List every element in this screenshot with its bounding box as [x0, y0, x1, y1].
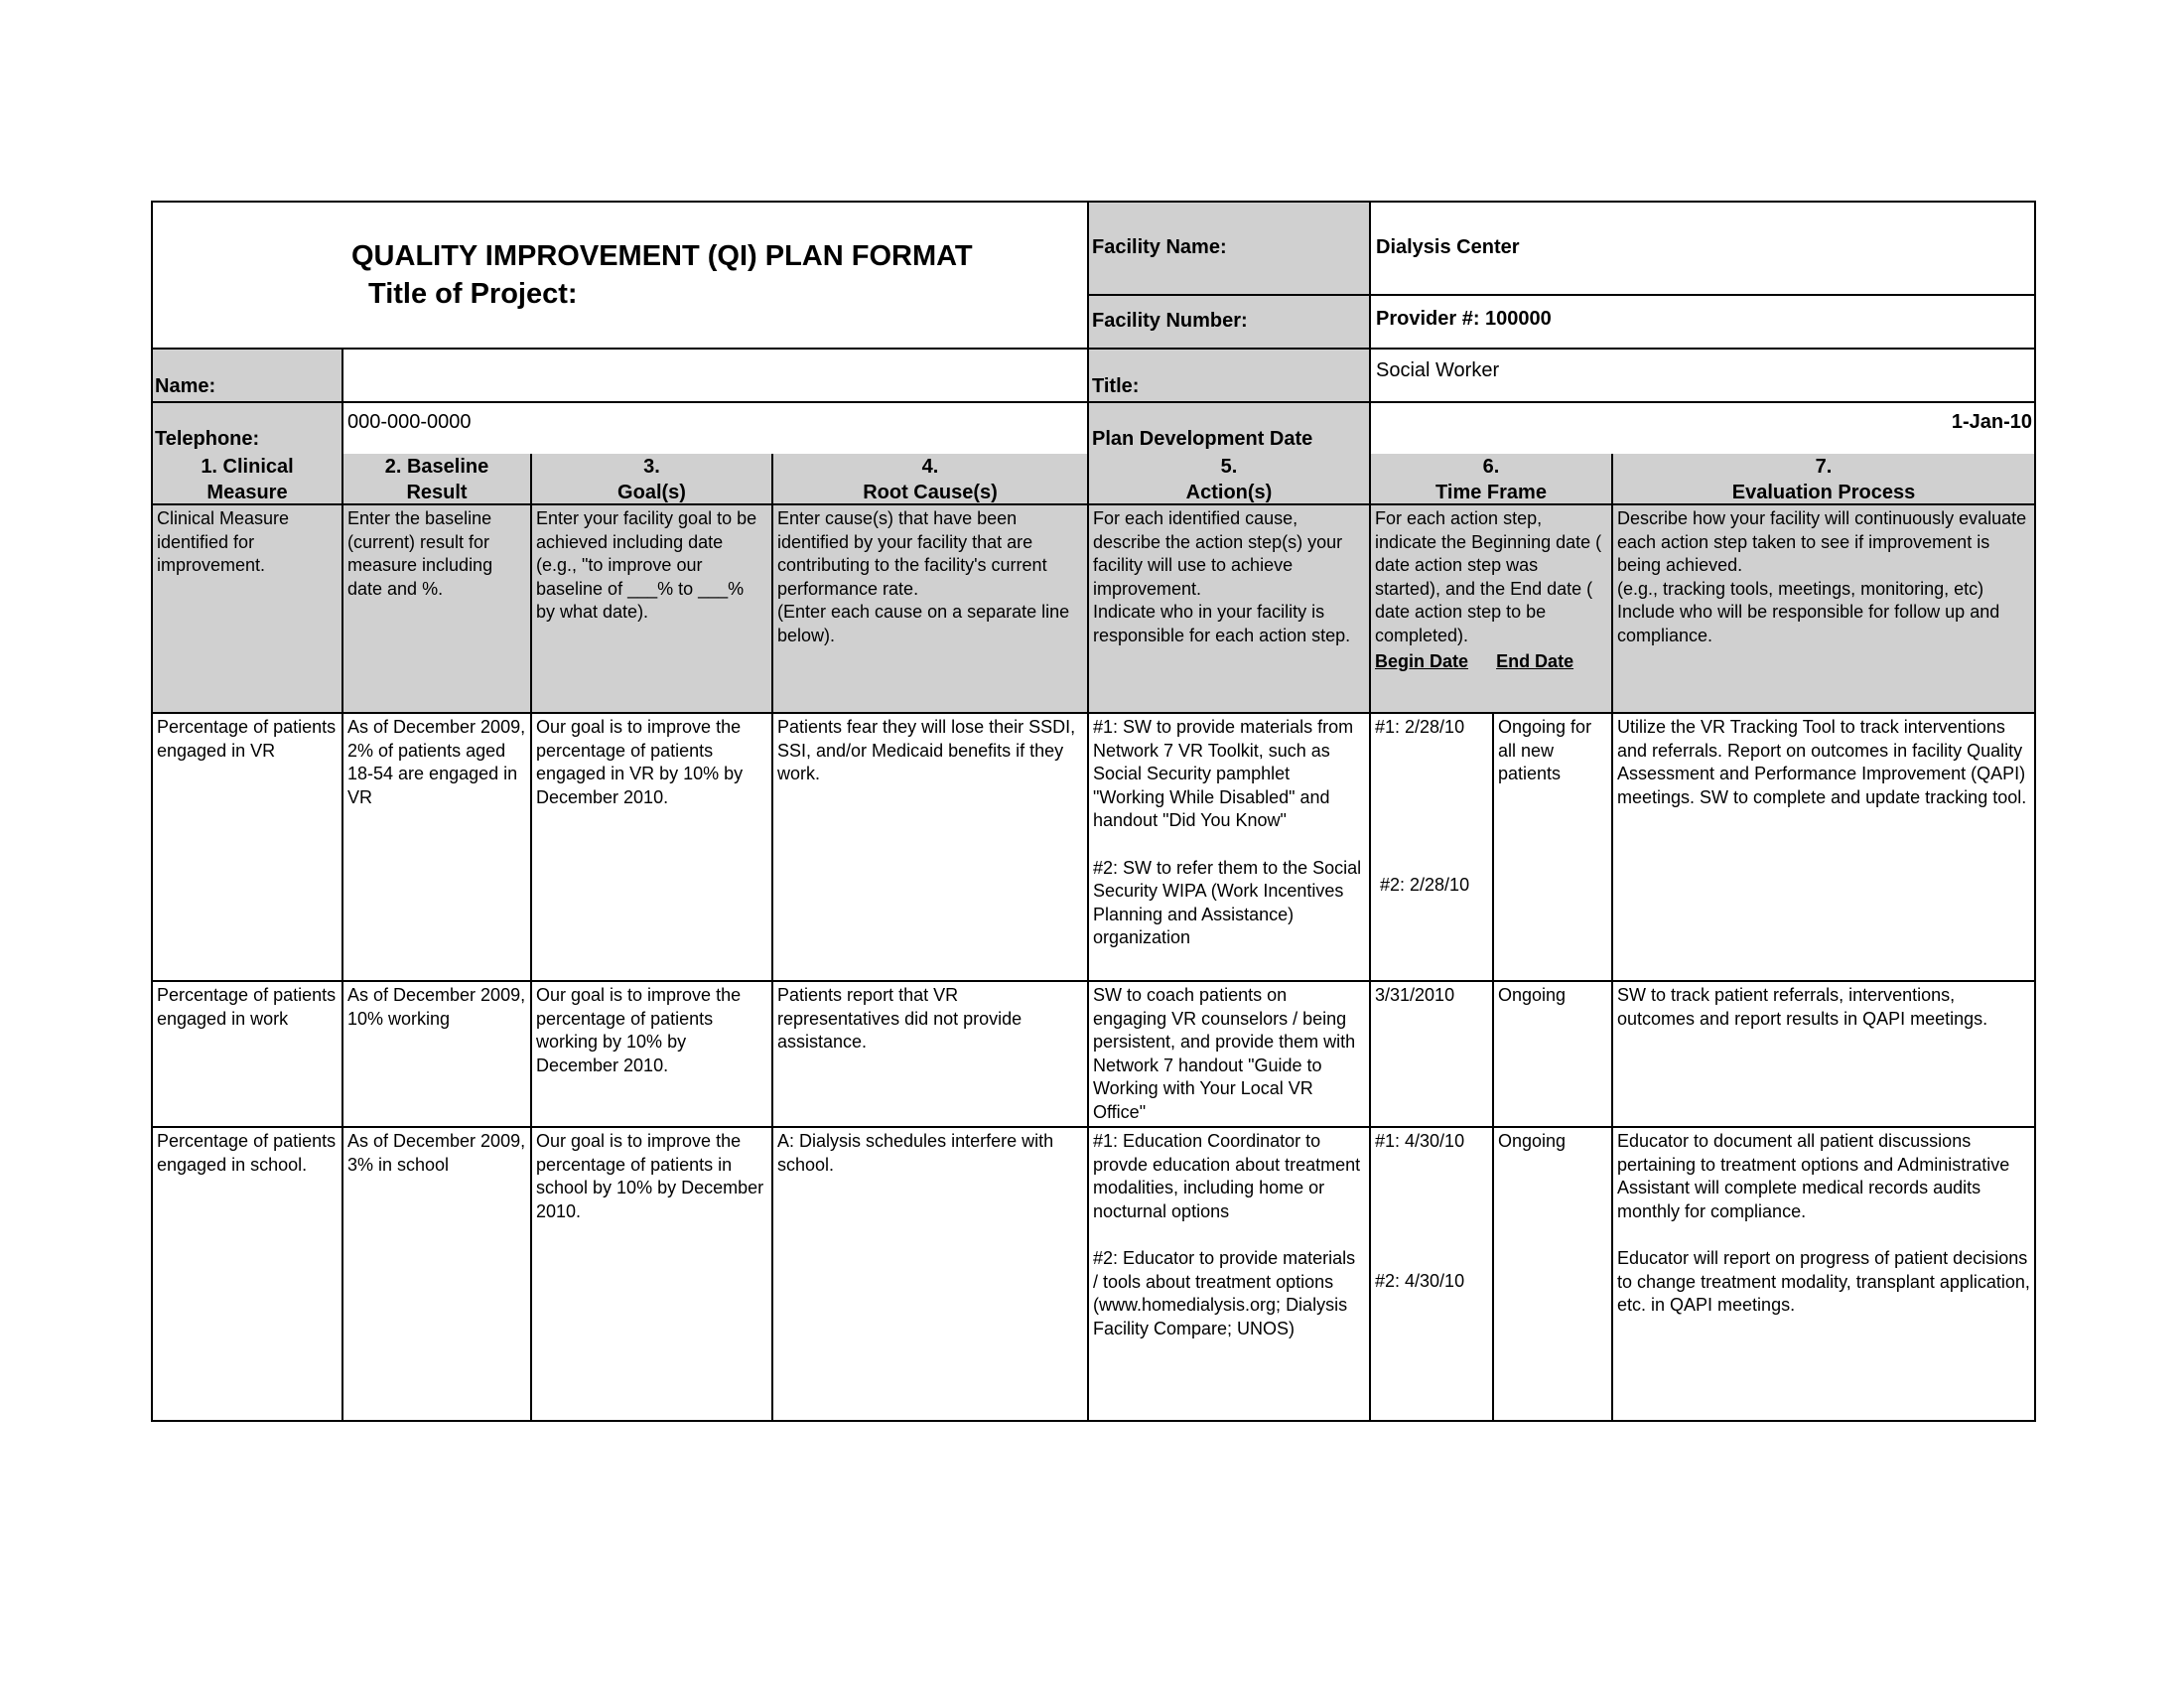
col-header-name: Action(s) — [1185, 482, 1273, 503]
instruction-root-cause — [773, 505, 1089, 714]
instruction-text: For each action step, indicate the Beginning date ( date action step was started), and the End date ( date action step to be completed). — [1375, 508, 1602, 645]
col-header-evaluation-process — [1613, 454, 2034, 505]
row3-goal[interactable] — [532, 1128, 773, 1420]
row2-begin-date[interactable] — [1371, 982, 1494, 1128]
row3-baseline[interactable] — [343, 1128, 532, 1420]
qi-plan-form — [151, 201, 2036, 1422]
instruction-text: (Enter each cause on a separate line below). — [777, 602, 1070, 645]
col-header-name: Goal(s) — [617, 482, 686, 503]
facility-name-value: Dialysis Center — [1376, 236, 1520, 258]
row2-measure[interactable] — [153, 982, 343, 1128]
instruction-baseline — [343, 505, 532, 714]
form-title: QUALITY IMPROVEMENT (QI) PLAN FORMAT — [351, 240, 973, 272]
name-label: Name: — [155, 375, 216, 397]
cell-text: #1: 2/28/10 — [1375, 717, 1465, 737]
plan-date-value: 1-Jan-10 — [1951, 411, 2032, 433]
telephone-field[interactable] — [343, 403, 1089, 454]
row1-goal[interactable] — [532, 714, 773, 982]
cell-text: As of December 2009, 10% working — [347, 985, 526, 1029]
cell-text: Educator will report on progress of patient decisions to change treatment modality, transplant application, etc. in QAPI meetings. — [1617, 1247, 2030, 1316]
cell-text: Percentage of patients engaged in VR — [157, 717, 337, 761]
facility-name-label-cell — [1089, 203, 1371, 296]
facility-number-label-cell — [1089, 296, 1371, 350]
row1-cause[interactable] — [773, 714, 1089, 982]
plan-date-field[interactable] — [1371, 403, 2034, 454]
plan-date-label: Plan Development Date — [1092, 428, 1313, 450]
cell-text: As of December 2009, 2% of patients aged 18-54 are engaged in VR — [347, 717, 526, 807]
row3-cause[interactable] — [773, 1128, 1089, 1420]
row1-end-date[interactable] — [1494, 714, 1613, 982]
col-header-name: Measure — [206, 482, 288, 503]
title-field[interactable] — [1371, 350, 2034, 403]
instruction-text: Clinical Measure identified for improvement. — [157, 508, 290, 576]
cell-text: Educator to document all patient discussions pertaining to treatment options and Administrative Assistant will complete medical records audits monthly for compliance. — [1617, 1131, 2010, 1221]
facility-number-value: Provider #: 100000 — [1376, 308, 1552, 330]
instruction-goal — [532, 505, 773, 714]
col-header-num: 3. — [643, 456, 660, 478]
row3-evaluation[interactable] — [1613, 1128, 2034, 1420]
row1-baseline[interactable] — [343, 714, 532, 982]
instruction-text: Indicate who in your facility is responsible for each action step. — [1093, 602, 1351, 645]
cell-text: Percentage of patients engaged in work — [157, 985, 337, 1029]
cell-text: A: Dialysis schedules interfere with school. — [777, 1131, 1054, 1175]
plan-date-label-cell — [1089, 403, 1371, 454]
row3-begin-date[interactable] — [1371, 1128, 1494, 1420]
col-header-clinical-measure — [153, 454, 343, 505]
col-header-num: 5. — [1220, 456, 1238, 478]
telephone-label-cell — [153, 403, 343, 454]
col-header-name: Root Cause(s) — [863, 482, 998, 503]
facility-number-field[interactable] — [1371, 296, 2034, 350]
cell-text: Our goal is to improve the percentage of patients in school by 10% by December 2010. — [536, 1131, 764, 1221]
cell-text: Ongoing — [1498, 985, 1567, 1005]
cell-text: #2: Educator to provide materials / tools about treatment options (www.homedialysis.org; Dialysis Facility Compare; UNOS) — [1093, 1247, 1356, 1338]
col-header-baseline-result — [343, 454, 532, 505]
cell-text: Patients fear they will lose their SSDI, SSI, and/or Medicaid benefits if they work. — [777, 717, 1076, 784]
cell-text: #2: 4/30/10 — [1375, 1271, 1465, 1291]
title-label-cell — [1089, 350, 1371, 403]
instruction-text: Enter cause(s) that have been identified by your facility that are contributing to the facility's current performance rate. — [777, 508, 1047, 599]
row2-actions[interactable] — [1089, 982, 1371, 1128]
instruction-clinical-measure — [153, 505, 343, 714]
facility-name-label: Facility Name: — [1092, 236, 1227, 258]
cell-text: #1: 4/30/10 — [1375, 1131, 1465, 1151]
col-header-num: 4. — [921, 456, 939, 478]
instruction-text: Describe how your facility will continuously evaluate each action step taken to see if improvement is being achieved. — [1617, 508, 2027, 576]
title-value: Social Worker — [1376, 359, 1500, 381]
row1-actions[interactable] — [1089, 714, 1371, 982]
cell-text: As of December 2009, 3% in school — [347, 1131, 526, 1175]
col-header-goals — [532, 454, 773, 505]
col-header-num: 2. Baseline — [384, 456, 489, 478]
col-header-time-frame — [1371, 454, 1613, 505]
instruction-text: For each identified cause, describe the action step(s) your facility will use to achieve improvement. — [1093, 508, 1343, 599]
instruction-evaluation — [1613, 505, 2034, 714]
project-title-label: Title of Project: — [368, 278, 578, 310]
col-header-name: Evaluation Process — [1731, 482, 1916, 503]
instruction-text: (e.g., tracking tools, meetings, monitoring, etc) Include who will be responsible for follow up and compliance. — [1617, 578, 2000, 645]
cell-text: SW to track patient referrals, interventions, outcomes and report results in QAPI meetings. — [1617, 985, 1988, 1029]
col-header-root-causes — [773, 454, 1089, 505]
cell-text: #2: SW to refer them to the Social Security WIPA (Work Incentives Planning and Assistance) organization — [1093, 857, 1362, 948]
row3-measure[interactable] — [153, 1128, 343, 1420]
row1-evaluation[interactable] — [1613, 714, 2034, 982]
instruction-text: Enter your facility goal to be achieved including date (e.g., "to improve our baseline of ___% to ___% by what date). — [536, 508, 757, 623]
row2-end-date[interactable] — [1494, 982, 1613, 1128]
cell-text: Utilize the VR Tracking Tool to track interventions and referrals. Report on outcomes in facility Quality Assessment and Performance Improvement (QAPI) meetings. SW to complete and update tracking tool. — [1617, 717, 2027, 807]
title-label: Title: — [1092, 375, 1140, 397]
facility-number-label: Facility Number: — [1092, 310, 1248, 332]
row2-evaluation[interactable] — [1613, 982, 2034, 1128]
title-block — [153, 203, 1089, 350]
col-header-num: 1. Clinical — [201, 456, 294, 478]
cell-text: SW to coach patients on engaging VR counselors / being persistent, and provide them with Network 7 handout "Guide to Working with Your Local VR Office" — [1093, 985, 1356, 1122]
name-label-cell — [153, 350, 343, 403]
cell-text: Our goal is to improve the percentage of patients engaged in VR by 10% by December 2010. — [536, 717, 744, 807]
instruction-time-frame — [1371, 505, 1613, 714]
cell-text: #2: 2/28/10 — [1380, 875, 1470, 895]
instruction-actions — [1089, 505, 1371, 714]
row3-actions[interactable] — [1089, 1128, 1371, 1420]
begin-date-label: Begin Date — [1375, 650, 1469, 671]
cell-text: Patients report that VR representatives did not provide assistance. — [777, 985, 1023, 1053]
row1-begin-date[interactable] — [1371, 714, 1494, 982]
facility-name-field[interactable] — [1371, 203, 2034, 296]
cell-text: Ongoing for all new patients — [1498, 717, 1592, 784]
cell-text: Ongoing — [1498, 1131, 1567, 1151]
end-date-label: End Date — [1496, 650, 1574, 671]
row3-end-date[interactable] — [1494, 1128, 1613, 1420]
cell-text: Percentage of patients engaged in school. — [157, 1131, 337, 1175]
cell-text: Our goal is to improve the percentage of patients working by 10% by December 2010. — [536, 985, 742, 1075]
instruction-text: Enter the baseline (current) result for measure including date and %. — [347, 508, 493, 599]
row1-measure[interactable] — [153, 714, 343, 982]
name-field[interactable] — [343, 350, 1089, 403]
cell-text: #1: SW to provide materials from Network 7 VR Toolkit, such as Social Security pamphlet "Working While Disabled" and handout "Did You Know" — [1093, 717, 1354, 831]
col-header-num: 7. — [1815, 456, 1833, 478]
row2-cause[interactable] — [773, 982, 1089, 1128]
cell-text: #1: Education Coordinator to provde education about treatment modalities, including home or nocturnal options — [1093, 1131, 1361, 1221]
telephone-value: 000-000-0000 — [347, 411, 472, 433]
row2-baseline[interactable] — [343, 982, 532, 1128]
col-header-name: Result — [406, 482, 468, 503]
row2-goal[interactable] — [532, 982, 773, 1128]
cell-text: 3/31/2010 — [1375, 985, 1455, 1005]
col-header-actions — [1089, 454, 1371, 505]
col-header-num: 6. — [1482, 456, 1500, 478]
col-header-name: Time Frame — [1435, 482, 1547, 503]
telephone-label: Telephone: — [155, 428, 260, 450]
